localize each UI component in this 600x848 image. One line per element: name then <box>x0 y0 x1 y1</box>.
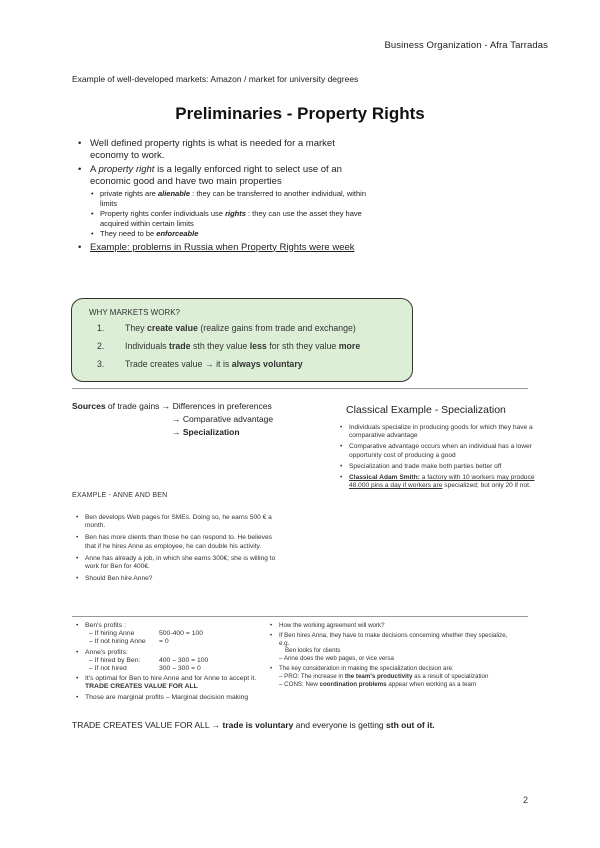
profit-row: – If not hiring Anne = 0 <box>89 638 169 646</box>
profits-list <box>76 622 272 704</box>
list-item: • How the working agreement will work? <box>270 622 518 630</box>
page-header: Business Organization - Afra Tarradas <box>384 40 548 51</box>
list-item: 3. Trade creates value → it is always voluntary <box>97 359 303 369</box>
list-item: • Specialization and trade make both parties better off <box>340 463 540 471</box>
why-markets-box <box>71 298 413 382</box>
list-item: • Should Ben hire Anne? <box>76 575 276 583</box>
list-item: • Anne's profits: – If hired by Ben: 400 – 300 = 100 – If not hired 300 – 300 = 0 <box>76 649 272 674</box>
divider <box>72 616 528 617</box>
example-title: EXAMPLE - ANNE AND BEN <box>72 492 168 499</box>
intro-text: Example of well-developed markets: Amazon / market for university degrees <box>72 74 359 84</box>
example-list <box>76 514 276 587</box>
list-item: • Comparative advantage occurs when an individual has a lower opportunity cost of producing a good <box>340 443 540 459</box>
list-item: • private rights are alienable : they can be transferred to another individual, within limits <box>90 189 366 208</box>
list-item: • Classical Adam Smith: a factory with 10 workers may produce 48.000 pins a day if workers are specialized; but only 20 if not. <box>340 474 540 490</box>
profit-row: – If hiring Anne 500-400 = 100 <box>89 630 204 638</box>
conclusion-text: TRADE CREATES VALUE FOR ALL → trade is voluntary and everyone is getting sth out of it. <box>72 720 435 730</box>
list-item: • It's optimal for Ben to hire Anne and for Anne to accept it. TRADE CREATES VALUE FOR ALL <box>76 675 272 691</box>
classical-example-title: Classical Example - Specialization <box>346 404 506 416</box>
profit-row: – If not hired 300 – 300 = 0 <box>89 665 201 673</box>
why-markets-title: WHY MARKETS WORK? <box>89 308 180 317</box>
list-item: • Example: problems in Russia when Property Rights were week <box>76 242 366 254</box>
sources-of-trade-gains: Sources of trade gains → Differences in preferences → Comparative advantage → Specialization <box>72 401 274 437</box>
profit-row: – If hired by Ben: 400 – 300 = 100 <box>89 656 209 664</box>
page-title: Preliminaries - Property Rights <box>175 104 425 123</box>
classical-example-list <box>340 424 540 493</box>
list-item: 1. They create value (realize gains from trade and exchange) <box>97 323 356 333</box>
list-item: • Anne has already a job, in which she earns 300€; she is willing to work for Ben for 400€. <box>76 555 276 571</box>
list-item: • If Ben hires Anna, they have to make decisions concerning whether they specialize, e.g. Ben looks for clients – Anne does the web pages, or vice versa <box>270 632 518 663</box>
divider <box>72 388 528 389</box>
list-item: • Those are marginal profits – Marginal decision making <box>76 694 272 702</box>
list-item: • Ben's profits : – If hiring Anne 500-400 = 100 – If not hiring Anne = 0 <box>76 622 272 647</box>
page-number: 2 <box>522 795 528 805</box>
list-item: • Ben develops Web pages for SMEs. Doing so, he earns 500 € a month. <box>76 514 276 530</box>
property-rights-list <box>76 138 366 256</box>
list-item: • The key consideration in making the specialization decision are: – PRO: The increase in the team's productivity as a result of specialization – CONS: New coordination problems appear when working as a team <box>270 665 518 688</box>
list-item: • Well defined property rights is what is needed for a market economy to work. <box>76 138 366 161</box>
list-item: • Property rights confer individuals use rights : they can use the asset they have acquired within certain limits <box>90 209 366 228</box>
property-sublist <box>90 189 366 239</box>
list-item: • Ben has more clients than those he can respond to. He believes that if he hires Anne as employee, he can double his activity. <box>76 534 276 550</box>
list-item: • They need to be enforceable <box>90 229 366 239</box>
list-item: • A property right is a legally enforced right to select use of an economic good and have two main properties • private rights are alienable : they can be transferred to another individual, within limits • Property rights confer individuals use rights : they can use the asset they have acquired within certain limits • They need to be enforceable <box>76 164 366 239</box>
why-markets-list <box>97 323 360 377</box>
list-item: • Individuals specialize in producing goods for which they have a comparative advantage <box>340 424 540 440</box>
working-agreement-list <box>270 622 518 690</box>
list-item: 2. Individuals trade sth they value less for sth they value more <box>97 341 361 351</box>
